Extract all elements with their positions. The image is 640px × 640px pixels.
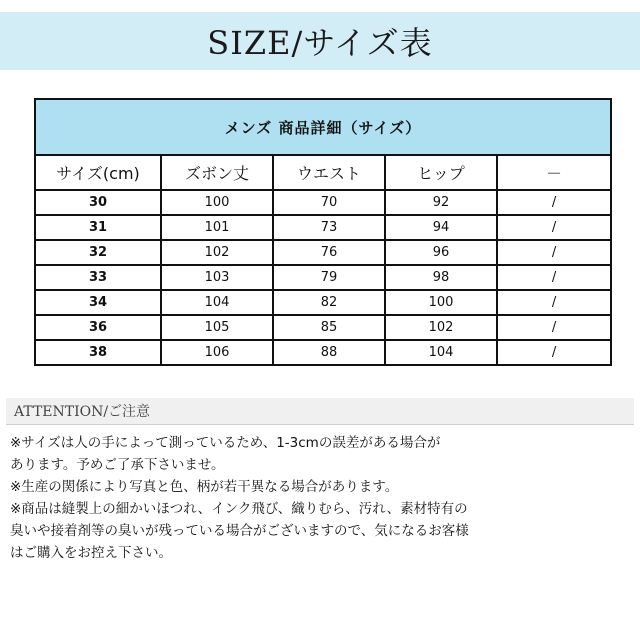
cell-hip: 92: [385, 190, 497, 215]
cell-waist: 79: [273, 265, 385, 290]
note-line: あります。予めご了承下さいませ。: [10, 457, 225, 473]
cell-hip: 94: [385, 215, 497, 240]
cell-blank: /: [497, 290, 611, 315]
header-length: ズボン丈: [161, 155, 273, 190]
table-header-row: [35, 155, 611, 190]
cell-length: 102: [161, 240, 273, 265]
cell-blank: /: [497, 215, 611, 240]
cell-size: 30: [35, 190, 161, 215]
cell-length: 106: [161, 340, 273, 365]
attention-notes: [10, 432, 634, 564]
header-waist: ウエスト: [273, 155, 385, 190]
note-line: はご購入をお控え下さい。: [10, 545, 172, 561]
cell-size: 31: [35, 215, 161, 240]
table-row: [35, 265, 611, 290]
cell-waist: 85: [273, 315, 385, 340]
note-line: ※商品は縫製上の細かいほつれ、インク飛び、織りむら、汚れ、素材特有の: [10, 501, 468, 517]
cell-hip: 96: [385, 240, 497, 265]
header-size: サイズ(cm): [35, 155, 161, 190]
table-row: [35, 315, 611, 340]
cell-length: 105: [161, 315, 273, 340]
cell-blank: /: [497, 190, 611, 215]
cell-size: 38: [35, 340, 161, 365]
cell-waist: 76: [273, 240, 385, 265]
cell-size: 32: [35, 240, 161, 265]
table-row: [35, 190, 611, 215]
table-row: [35, 215, 611, 240]
attention-heading: ATTENTION/ご注意: [14, 404, 151, 420]
cell-hip: 98: [385, 265, 497, 290]
size-table: [34, 98, 612, 366]
cell-hip: 100: [385, 290, 497, 315]
cell-length: 100: [161, 190, 273, 215]
cell-size: 34: [35, 290, 161, 315]
cell-waist: 70: [273, 190, 385, 215]
cell-waist: 82: [273, 290, 385, 315]
table-row: [35, 240, 611, 265]
note-line: 臭いや接着剤等の臭いが残っている場合がございますので、気になるお客様: [10, 523, 469, 539]
attention-banner: [6, 398, 634, 425]
cell-length: 104: [161, 290, 273, 315]
table-row: [35, 290, 611, 315]
cell-waist: 73: [273, 215, 385, 240]
cell-size: 36: [35, 315, 161, 340]
table-caption: メンズ 商品詳細（サイズ）: [35, 99, 611, 155]
header-blank: －: [497, 155, 611, 190]
cell-blank: /: [497, 240, 611, 265]
page-title: SIZE/サイズ表: [207, 24, 433, 62]
cell-waist: 88: [273, 340, 385, 365]
cell-blank: /: [497, 265, 611, 290]
note-line: ※サイズは人の手によって測っているため、1-3cmの誤差がある場合が: [10, 435, 441, 451]
header-hip: ヒップ: [385, 155, 497, 190]
cell-blank: /: [497, 315, 611, 340]
table-row: [35, 340, 611, 365]
title-banner: [0, 12, 640, 70]
cell-hip: 104: [385, 340, 497, 365]
cell-hip: 102: [385, 315, 497, 340]
note-line: ※生産の関係により写真と色、柄が若干異なる場合があります。: [10, 479, 399, 495]
cell-blank: /: [497, 340, 611, 365]
cell-length: 103: [161, 265, 273, 290]
cell-length: 101: [161, 215, 273, 240]
cell-size: 33: [35, 265, 161, 290]
